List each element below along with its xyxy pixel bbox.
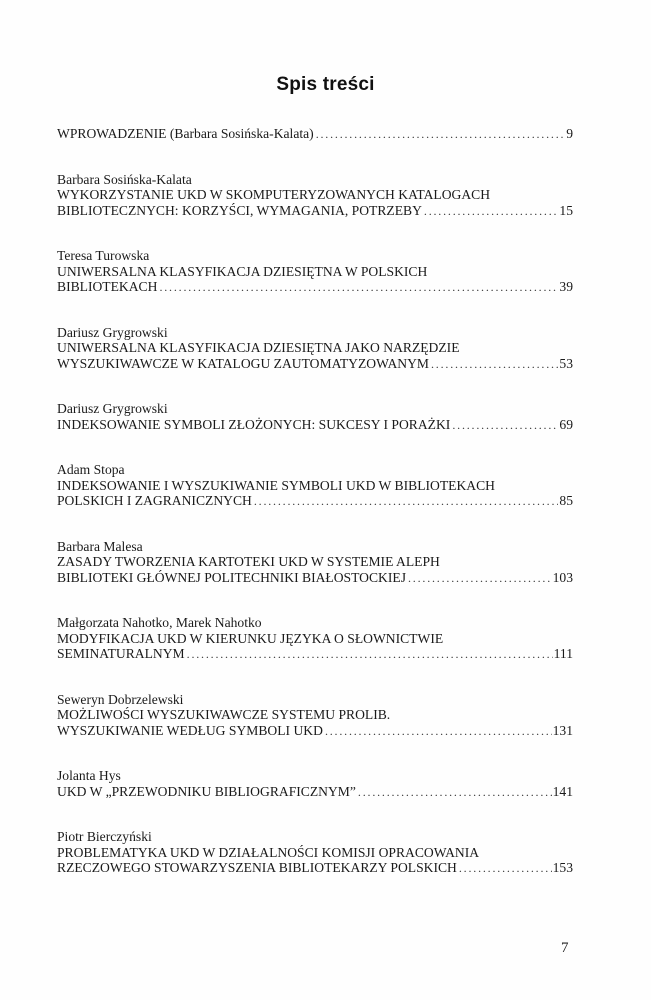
toc-entry-author: Dariusz Grygrowski [57,324,168,340]
toc-entry-page-number: 39 [559,279,573,294]
toc-entry-page-number: 141 [552,783,573,799]
toc-entry-page-number: 153 [552,860,573,875]
toc-entry-title-line: MODYFIKACJA UKD W KIERUNKU JĘZYKA O SŁOWNICTWIE [57,630,444,646]
dot-leader [408,571,552,587]
dot-leader [159,280,558,296]
toc-entry-author: Jolanta Hys [57,768,121,783]
toc-entry-title-text: BIBLIOTEKI GŁÓWNEJ POLITECHNIKI BIAŁOSTOCKIEJ [57,569,406,585]
toc-entry-page-number: 103 [552,569,573,585]
toc-entry-title-last-line [57,570,573,587]
toc-entry-author: Małgorzata Nahotko, Marek Nahotko [57,615,262,630]
toc-entry-page-number: 85 [559,493,573,508]
dot-leader [431,357,558,373]
toc-entry-author: Adam Stopa [57,462,125,477]
toc-entry [57,126,573,143]
toc-entry-page-number: 111 [553,646,573,661]
toc-entry-author: Teresa Turowska [57,248,150,263]
toc-entry-title-text: WYSZUKIWAWCZE W KATALOGU ZAUTOMATYZOWANYM [57,355,429,371]
toc-entry-title-text: POLSKICH I ZAGRANICZNYCH [57,493,252,508]
toc-entry-author: Seweryn Dobrzelewski [57,691,184,707]
dot-leader [316,127,566,143]
page-title: Spis treści [276,74,375,95]
toc-entry-title-text: WPROWADZENIE (Barbara Sosińska-Kalata) [57,126,314,141]
toc-entry [57,539,573,587]
dot-leader [254,494,559,510]
toc-entry-title-line: MOŻLIWOŚCI WYSZUKIWAWCZE SYSTEMU PROLIB. [57,707,391,722]
toc-entry-title-text: RZECZOWEGO STOWARZYSZENIA BIBLIOTEKARZY POLSKICH [57,860,457,875]
toc-entry [57,829,573,877]
dot-leader [187,647,553,663]
toc-entry-title-text: UKD W „PRZEWODNIKU BIBLIOGRAFICZNYM” [57,783,356,799]
toc-entry-author: Dariusz Grygrowski [57,401,168,416]
toc-entry-title-last-line [57,860,573,877]
dot-leader [424,204,559,220]
toc-entry [57,768,573,800]
toc-entry [57,172,573,220]
toc-entry [57,325,573,373]
toc-entry-page-number: 53 [559,355,573,371]
toc-entry [57,462,573,510]
table-of-contents [57,126,573,877]
toc-entry-page-number: 9 [566,126,573,141]
toc-entry-title-last-line [57,126,573,143]
toc-entry-title-text: BIBLIOTECZNYCH: KORZYŚCI, WYMAGANIA, POTRZEBY [57,202,422,218]
toc-entry-title-line: PROBLEMATYKA UKD W DZIAŁALNOŚCI KOMISJI OPRACOWANIA [57,844,480,860]
toc-entry-title-text: SEMINATURALNYM [57,646,185,661]
toc-entry-title-text: INDEKSOWANIE SYMBOLI ZŁOŻONYCH: SUKCESY I PORAŻKI [57,416,451,432]
toc-entry-page-number: 15 [559,202,573,218]
toc-entry-title-last-line [57,493,573,510]
dot-leader [459,861,552,877]
toc-entry-title-last-line [57,203,573,220]
toc-entry [57,248,573,296]
toc-entry [57,692,573,740]
toc-entry-title-text: BIBLIOTEKACH [57,279,158,294]
toc-entry-title-line: WYKORZYSTANIE UKD W SKOMPUTERYZOWANYCH KATALOGACH [57,187,491,202]
toc-entry-page-number: 69 [559,416,573,432]
dot-leader [452,418,558,434]
toc-entry-title-line: UNIWERSALNA KLASYFIKACJA DZIESIĘTNA JAKO NARZĘDZIE [57,340,460,355]
toc-entry-title-line: INDEKSOWANIE I WYSZUKIWANIE SYMBOLI UKD W BIBLIOTEKACH [57,477,495,493]
toc-entry-title-last-line [57,646,573,663]
page-number: 7 [561,940,569,956]
toc-entry-title-last-line [57,723,573,740]
toc-entry-author: Barbara Malesa [57,538,143,554]
toc-entry-title-last-line [57,279,573,296]
dot-leader [325,724,552,740]
toc-entry-author: Piotr Bierczyński [57,829,152,844]
toc-entry [57,401,573,433]
toc-entry-title-line: UNIWERSALNA KLASYFIKACJA DZIESIĘTNA W POLSKICH [57,263,428,279]
dot-leader [358,785,552,801]
toc-entry-author: Barbara Sosińska-Kalata [57,171,192,187]
toc-entry-title-line: ZASADY TWORZENIA KARTOTEKI UKD W SYSTEMIE ALEPH [57,554,440,569]
toc-entry-title-last-line [57,417,573,434]
toc-entry-title-text: WYSZUKIWANIE WEDŁUG SYMBOLI UKD [57,722,323,738]
toc-entry-title-last-line [57,356,573,373]
toc-entry-page-number: 131 [552,722,573,738]
toc-entry-title-last-line [57,784,573,801]
toc-entry [57,615,573,663]
